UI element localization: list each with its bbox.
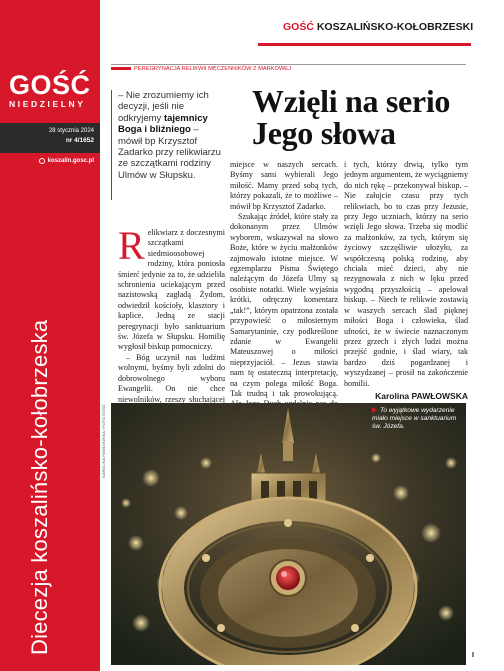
drop-cap: R	[118, 223, 145, 268]
kicker-text: PEREGRYNACJA RELIKWII MĘCZENNIKÓW Z MARKOWEJ	[134, 66, 291, 72]
logo-main: GOŚĆ	[9, 70, 91, 100]
lead-text-2: – mówił bp Krzysztof Zadarko przy relikwiarzu ze szczątkami rodziny Ulmów w Słupsku.	[118, 124, 221, 181]
issue-number: nr 4/1652	[65, 137, 94, 144]
paragraph: Szukając źródeł, które stały za dokonanym przez Ulmów wyborem, wskazywał na słowo Boże, które w życiu małżonków zajmowało istotne miejsce. W egzemplarzu Pisma Świętego należącym do Józefa Ulmy są osobiste notatki. Wiele wyjaśnia krótki, odręczny komentarz „tak!”, którym opatrzona została przypowieść o miłosiernym Samarytaninie, czy podkreślone zdanie w Ewangelii Mateuszowej o miłości nieprzyjaciół. – Jezus stawia nam tę ostateczną interpretację, na czym polega miłość Boga. Tak trudną i tak prowokującą.	[230, 212, 338, 398]
column-1	[118, 223, 225, 426]
article-lead	[118, 90, 225, 181]
caption-triangle-icon	[372, 407, 377, 413]
page-number: I	[472, 652, 474, 659]
brand-region: KOSZALIŃSKO-KOŁOBRZESKI	[313, 21, 474, 33]
kicker-mark	[111, 67, 131, 70]
lead-text-1: – Nie zrozumiemy ich decyzji, jeśli nie odkryjemy	[118, 90, 209, 124]
photo-credit: KAROLINA PAWŁOWSKA / FOTO GOŚĆ	[101, 404, 106, 478]
caption-text: To wyjątkowe wydarzenie miało miejsce w sanktuarium św. Józefa.	[372, 407, 457, 431]
photo-caption	[372, 407, 466, 432]
column-3	[344, 160, 468, 401]
section-brand	[283, 21, 473, 33]
gosc-niedzielny-logo	[9, 72, 93, 110]
logo-sub: NIEDZIELNY	[9, 99, 86, 109]
issue-date: 28 stycznia 2024	[48, 128, 94, 134]
article-title: Wzięli na serio Jego słowa	[252, 83, 451, 151]
globe-icon	[39, 158, 45, 164]
reliquary-photo	[111, 403, 466, 665]
website-link[interactable]	[39, 158, 94, 164]
column-2	[230, 160, 338, 431]
reliquary-illustration	[111, 403, 466, 665]
issue-info	[0, 123, 100, 153]
lead-bold: tajemnicy Boga i bliźniego	[118, 112, 208, 136]
website-url: koszalin.gosc.pl	[47, 158, 94, 164]
author-byline: Karolina PAWŁOWSKA	[375, 390, 468, 401]
article-kicker	[111, 66, 291, 72]
header-rule	[258, 43, 471, 46]
paragraph: miejsce w naszych sercach. Byśmy sami wybierali Jego miłość. Mamy przed sobą tych, którzy pokazali, że to możliwe – mówił bp Krzysztof Zadarko.	[230, 160, 338, 211]
brand-gosc: GOŚĆ	[283, 21, 314, 33]
paragraph: elikwiarz z doczesnymi szczątkami siedmioosobowej rodziny, która poniosła śmierć jedynie za to, że udzieliła schronienia uciekającym przed nazistowską zagładą Żydom, odwiedził kościoły, klasztory i kaplice. Jedną ze stacji peregrynacji było sanktuarium św. Józefa w Słupsku. Homilię wygłosił biskup pomocniczy.	[118, 228, 225, 352]
kicker-rule	[111, 64, 466, 65]
paragraph: i tych, którzy drwią, tylko tym jednym argumentem, że wyciągniemy do nich rękę – przekonywał biskup. – Nie załujcie czasu przy tych relikwiach, bo to czas przy Jezusie, przy Jego uczniach, którzy na serio wzięli Jego słowa. Trzeba się modlić za małżonków, za tych, którym się życiowy szczęśliwie ułożyło, za współczesną polską rodzinę, aby chciała mieć dzieci, aby nie rezygnowała z nich w lęku przed wygodną przyszłością – apelował biskup. – Niech te relikwie zostawią w waszych sercach ślad pięknej miłości Boga i człowieka, ślad ufności, że w świecie naznaczonym przez grzech i złych ludzi można przejść godnie, i ślad wiary, tak bardzo dziś pogardzanej i wyszydzanej – prosił na zakończenie homilii.	[344, 160, 468, 388]
lead-rule	[111, 90, 112, 200]
diocese-vertical-title: Diecezja koszalińsko-kołobrzeska	[27, 319, 52, 655]
sidebar	[0, 0, 100, 671]
paragraph: – Bóg uczynił nas ludźmi wolnymi, byśmy byli zdolni do dobrowolnego wyboru Ewangelii. On nie chce niewolników, rzeszy słuchającej	[118, 352, 225, 404]
